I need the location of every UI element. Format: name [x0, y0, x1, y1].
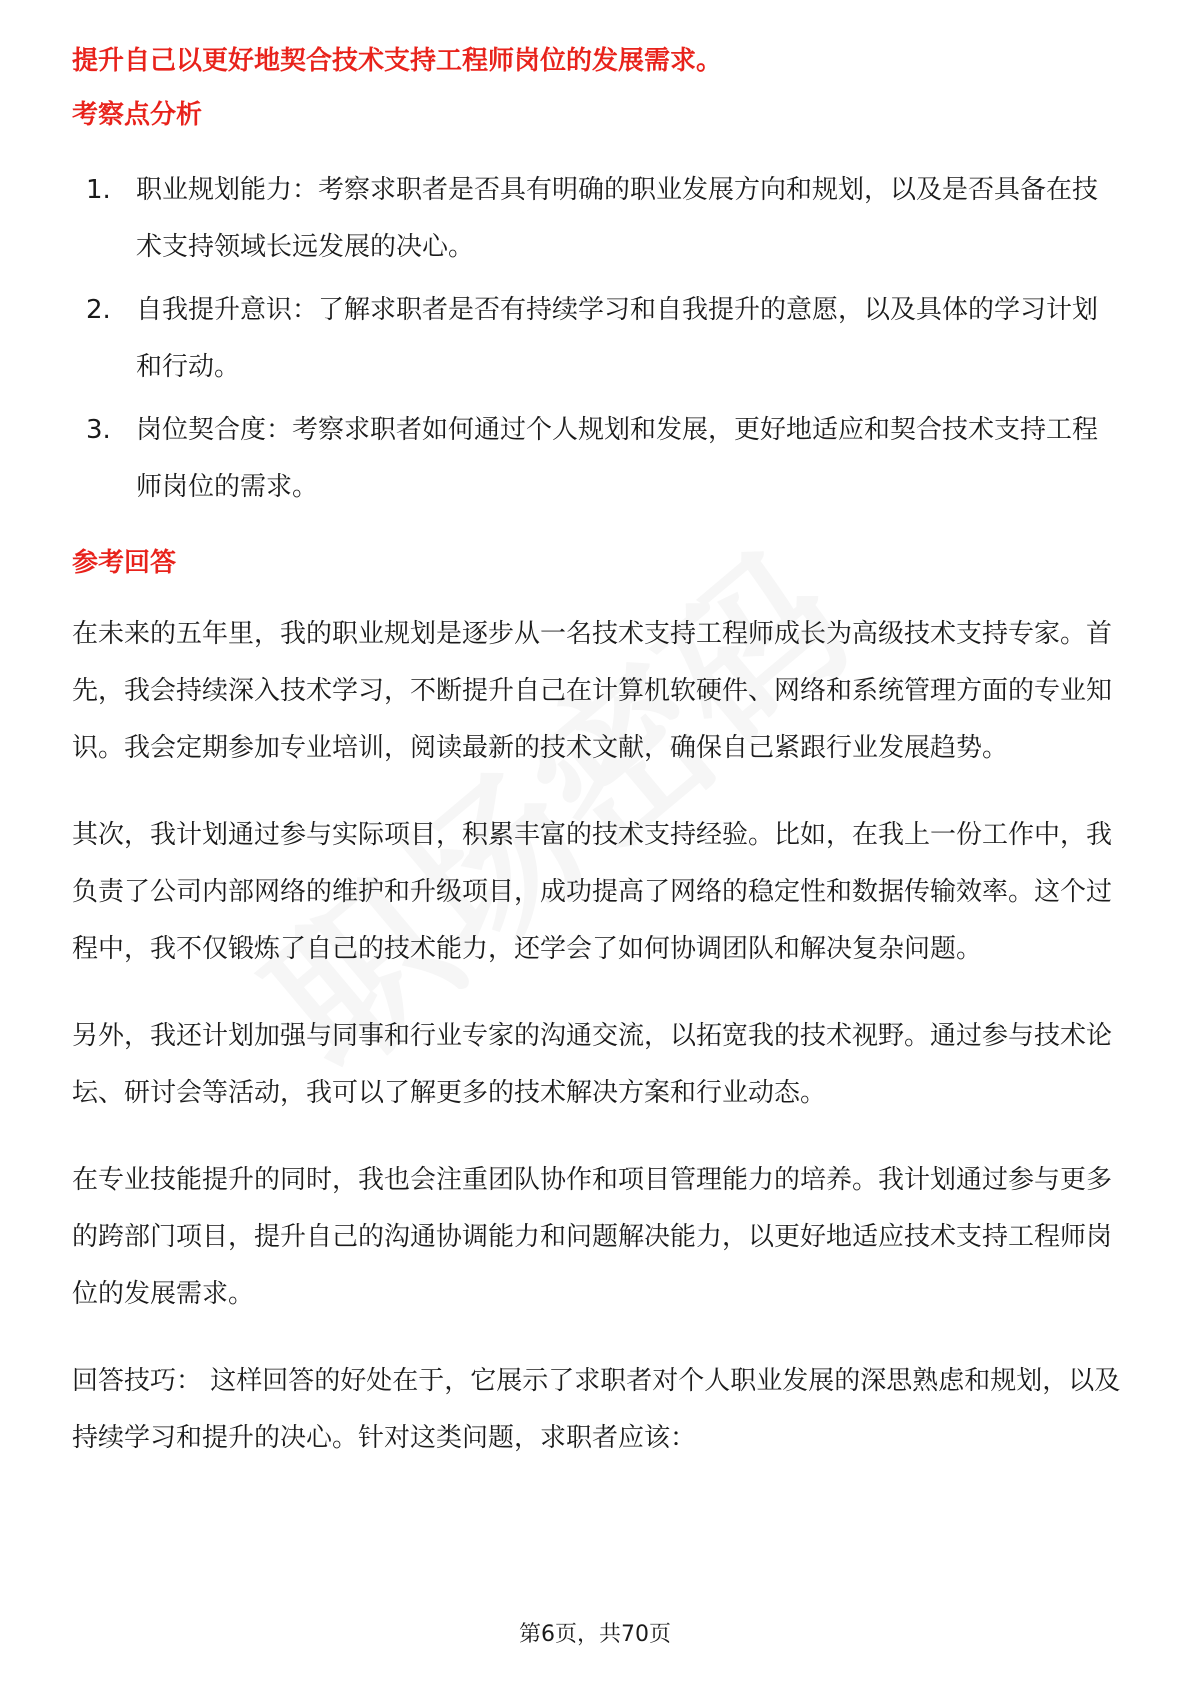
page-number: 第6页，共70页 — [519, 1622, 671, 1647]
answer-heading: 参考回答 — [72, 548, 177, 578]
list-item-text: 自我提升意识：了解求职者是否有持续学习和自我提升的意愿，以及具体的学习计划和行动。 — [136, 295, 1099, 382]
list-item-text: 职业规划能力：考察求职者是否具有明确的职业发展方向和规划，以及是否具备在技术支持领域长远发展的决心。 — [136, 175, 1099, 262]
answer-paragraph: 在未来的五年里，我的职业规划是逐步从一名技术支持工程师成长为高级技术支持专家。首先，我会持续深入技术学习，不断提升自己在计算机软硬件、网络和系统管理方面的专业知识。我会定期参加专业培训，阅读最新的技术文献，确保自己紧跟行业发展趋势。 — [72, 619, 1113, 763]
analysis-list — [72, 162, 1122, 516]
list-item — [72, 162, 1122, 276]
analysis-heading: 考察点分析 — [72, 100, 203, 130]
list-item-number: 3. — [86, 415, 111, 445]
answer-paragraph: 其次，我计划通过参与实际项目，积累丰富的技术支持经验。比如，在我上一份工作中，我负责了公司内部网络的维护和升级项目，成功提高了网络的稳定性和数据传输效率。这个过程中，我不仅锻炼了自己的技术能力，还学会了如何协调团队和解决复杂问题。 — [72, 820, 1113, 964]
document-page — [72, 44, 1122, 1467]
list-item-number: 1. — [86, 175, 111, 205]
lead-line: 提升自己以更好地契合技术支持工程师岗位的发展需求。 — [72, 46, 723, 76]
answer-tips-paragraph: 回答技巧： 这样回答的好处在于，它展示了求职者对个人职业发展的深思熟虑和规划，以及持续学习和提升的决心。针对这类问题，求职者应该： — [72, 1366, 1121, 1453]
answer-paragraph: 在专业技能提升的同时，我也会注重团队协作和项目管理能力的培养。我计划通过参与更多的跨部门项目，提升自己的沟通协调能力和问题解决能力，以更好地适应技术支持工程师岗位的发展需求。 — [72, 1165, 1113, 1309]
list-item-number: 2. — [86, 295, 111, 325]
list-item — [72, 402, 1122, 516]
list-item — [72, 282, 1122, 396]
list-item-text: 岗位契合度：考察求职者如何通过个人规划和发展，更好地适应和契合技术支持工程师岗位的需求。 — [136, 415, 1099, 502]
answer-paragraph: 另外，我还计划加强与同事和行业专家的沟通交流，以拓宽我的技术视野。通过参与技术论坛、研讨会等活动，我可以了解更多的技术解决方案和行业动态。 — [72, 1021, 1113, 1108]
